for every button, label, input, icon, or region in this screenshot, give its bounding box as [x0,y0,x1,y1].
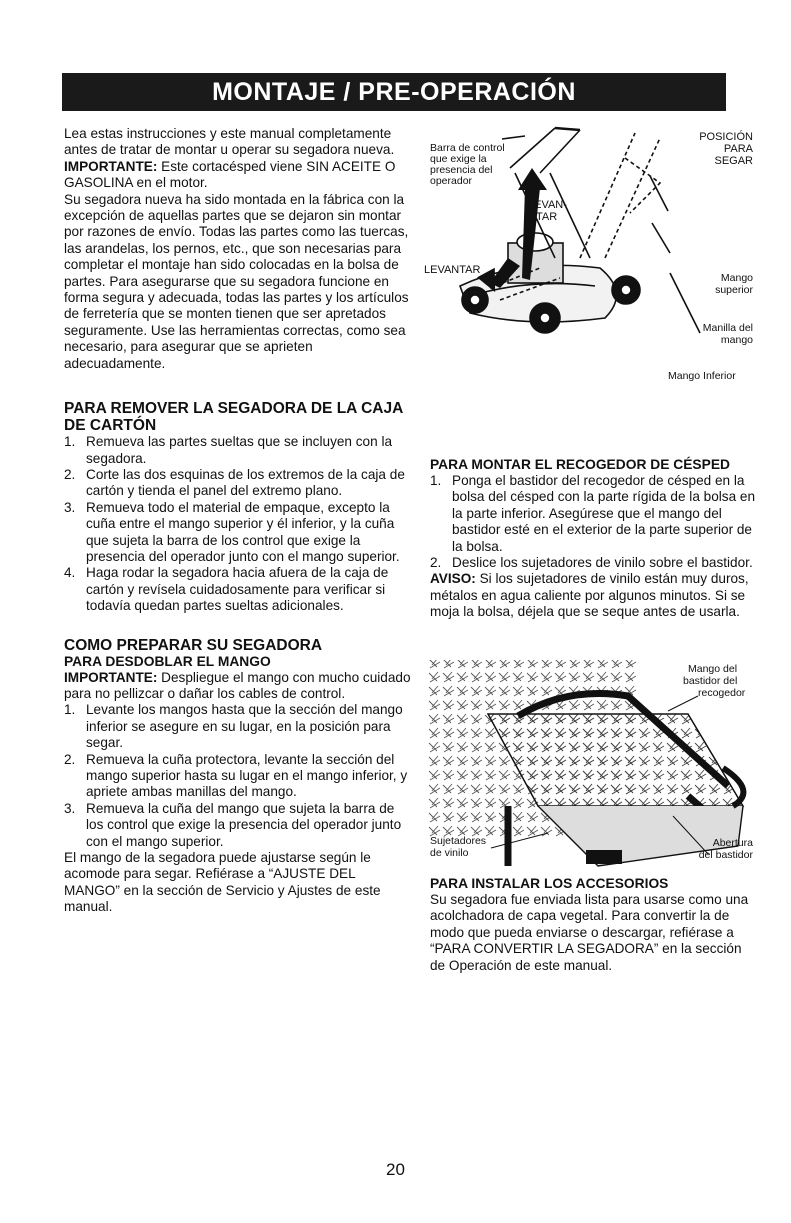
step-text: Haga rodar la segadora hacia afuera de la caja de cartón y revísela cuidadosamente para verificar si todavía quedan partes sueltas adicionales. [86,565,389,614]
handle-knob-label-2: mango [720,334,753,346]
step-number: 2. [430,555,442,571]
frame-handle-label-2: bastidor del [683,675,738,687]
vinyl-clips-label-1: Sujetadores [430,835,487,847]
step-number: 3. [64,800,76,816]
list-item [64,752,414,801]
step-number: 3. [64,499,76,515]
list-item [430,473,760,555]
step-number: 1. [64,434,76,450]
lift-top-label-2: TAR [536,211,558,223]
notice-paragraph [430,571,760,620]
list-item [64,801,414,850]
step-number: 1. [430,473,442,488]
prepare-steps [64,702,414,850]
catcher-steps [430,473,760,571]
vinyl-clips-label-2: de vinilo [430,847,469,859]
step-text: Ponga el bastidor del recogedor de césped en la bolsa del césped con la parte rígida de la bolsa en la parte inferior. Asegúrese que el mango del bastidor esté en el exterior de la parte superior de la bolsa. [452,473,756,554]
frame-handle-label-1: Mango del [688,663,738,675]
control-bar-label-2: que exige la [430,153,487,165]
step-text: Deslice los sujetadores de vinilo sobre el bastidor. [452,555,753,571]
notice-label: AVISO: [430,571,476,587]
step-text: Corte las dos esquinas de los extremos de la caja de cartón y tienda el panel del extremo plano. [86,466,405,499]
lift-left-label: LEVANTAR [424,264,481,276]
step-number: 4. [64,565,76,581]
control-bar-label-3: presencia del [430,164,493,176]
list-item [64,434,414,467]
list-item [430,555,760,571]
right-column [430,457,760,621]
frame-handle-label-3: recogedor [698,687,746,699]
accessories-heading: PARA INSTALAR LOS ACCESORIOS [430,876,669,891]
unfold-handle-subheading: PARA DESDOBLAR EL MANGO [64,653,271,669]
important-text: Este cortacésped viene SIN ACEITE O GASOLINA en el motor. [64,158,396,191]
intro-paragraph: Lea estas instrucciones y este manual completamente antes de tratar de montar u operar su segadora nueva. [64,126,395,158]
control-bar-label-4: operador [430,175,473,187]
lift-top-label-1: LEVAN- [528,199,567,211]
mow-position-label-2: PARA [723,143,753,155]
upper-handle-label-1: Mango [720,272,753,284]
frame-opening-label-2: del bastidor [698,849,753,861]
upper-handle-label-2: superior [715,284,753,296]
assembly-paragraph: Su segadora nueva ha sido montada en la fábrica con la excepción de aquellas partes que se dejaron sin montar por razones de envío. Todas las partes como las tuercas, las arandelas, los pernos, etc., que son necesarias para completar el montaje han sido colocadas en la bolsa de partes. Para asegurarse que su segadora funcione en forma segura y adecuada, todas las partes y los artículos de ferretería que se monten tienen que ser apretados seguramente. Use las herramientas correctas, como sea necesario, para asegurar que se aprieten adecuadamente. [64,191,409,371]
page-banner-title: MONTAJE / PRE-OPERACIÓN [62,73,726,111]
accessories-section [430,876,760,974]
left-column [64,126,414,916]
prepare-heading: COMO PREPARAR SU SEGADORA [64,636,323,654]
important-text: Despliegue el mango con mucho cuidado para no pellizcar o dañar los cables de control. [64,669,411,701]
step-text: Remueva la cuña del mango que sujeta la barra de los control que exige la presencia del operador junto con el mango superior. [86,800,402,849]
lower-handle-label: Mango Inferior [668,370,736,382]
notice-text: Si los sujetadores de vinilo están muy duros, métalos en agua caliente por algunos minutos. Si se moja la bolsa, déjela que se seque antes de usarla. [430,571,749,620]
list-item [64,467,414,500]
mower-handle-illustration [424,118,760,346]
page-number: 20 [386,1160,405,1179]
remove-heading: PARA REMOVER LA SEGADORA DE LA CAJA DE CARTÓN [64,400,403,435]
important-label: IMPORTANTE: [64,669,158,685]
mow-position-label-1: POSICIÓN [699,131,753,143]
important-label: IMPORTANTE: [64,158,158,174]
list-item [64,565,414,614]
frame-opening-label-1: Abertura [712,837,753,849]
handle-adjust-note: El mango de la segadora puede ajustarse según le acomode para segar. Refiérase a “AJUSTE DEL MANGO” en la sección de Servicio y Ajustes de este manual. [64,850,381,915]
grass-catcher-illustration [428,656,760,868]
remove-steps [64,434,414,614]
step-text: Remueva las partes sueltas que se incluyen con la segadora. [86,434,393,466]
step-number: 1. [64,702,76,718]
prepare-important-note [64,670,414,703]
mow-position-label-3: SEGAR [714,155,753,167]
handle-knob-label-1: Manilla del [702,322,753,334]
step-text: Remueva todo el material de empaque, excepto la cuña entre el mango superior y él inferior, y la cuña que sujeta la barra de los control que exige la presencia del operador junto con el mango superior. [86,499,400,564]
step-text: Levante los mangos hasta que la sección del mango inferior se asegure en su lugar, en la posición para segar. [86,702,403,751]
accessories-text: Su segadora fue enviada lista para usarse como una acolchadora de capa vegetal. Para convertir la de modo que pueda enviarse o descargar, refiérase a “PARA CONVERTIR LA SEGADORA” en la sección de Operación de este manual. [430,892,749,973]
list-item [64,702,414,751]
catcher-heading: PARA MONTAR EL RECOGEDOR DE CÉSPED [430,457,730,472]
step-text: Remueva la cuña protectora, levante la sección del mango superior hasta su lugar en el mango inferior, y apriete ambas manillas del mango. [86,751,408,800]
important-note [64,159,414,192]
step-number: 2. [64,751,76,767]
step-number: 2. [64,466,76,482]
control-bar-label-1: Barra de control [430,142,505,154]
list-item [64,500,414,566]
